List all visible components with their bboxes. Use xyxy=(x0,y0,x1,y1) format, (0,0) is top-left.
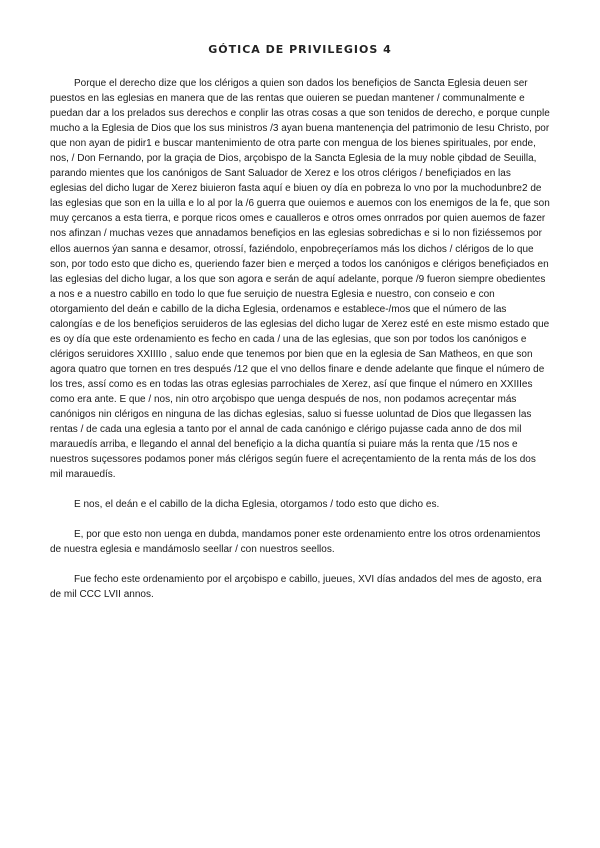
document-title: GÓTICA DE PRIVILEGIOS 4 xyxy=(208,43,392,56)
paragraph-date: Fue fecho este ordenamiento por el arçobispo e cabillo, jueues, XVI días andados del mes de agosto, era de mil CCC LVII annos. xyxy=(50,574,542,601)
paragraph-main: Porque el derecho dize que los clérigos a quien son dados los benefiçios de Sancta Eglesia deuen ser puestos en las eglesias en manera que de las rentas que ouieren se puedan mantener / communalmente e puedan dar a los prelados sus derechos e conplir las otras cosas a que son tenidos de derecho, e porque cunple mucho a la Eglesia de Dios que los sus ministros /3 ayan buena mantenençia del patrimonio de Iesu Christo, por que non ayan de pidir1 e buscar mantenimiento de otra parte con mengua de los bienes spirituales, por ende, nos, / Don Fernando, por la graçia de Dios, arçobispo de la Sancta Eglesia de la muy noble çibdad de Seuilla, parando mientes que los canónigos de Sant Saluador de Xerez e los otros clérigos / benefiçiados en las eglesias del dicho lugar de Xerez biuieron fasta aquí e biuen oy día en pobreza lo vno por la muchodunbre2 de las eglesias que son en la uilla e lo al por la /6 guerra que ouiemos e auemos con los enemigos de la fe, que son muy çercanos a esta tierra, e porque ricos omes e caualleros e otros omes onrrados por quien auemos de fazer nos afinzan / muchas vezes que annadamos benefiçios en las eglesias sobredichas e si lo non fiziéssemos por ellos auernos ýan sanna e desamor, otrossí, faziéndolo, enpobreçeríamos más los dichos / clérigos de lo que son, por todo esto que dicho es, queriendo fazer bien e merçed a todos los canónigos e clérigos benefiçiados en las eglesias del dicho lugar, a los que son agora e serán de aquí adelante, porque /9 fueron siempre obedientes a nos e a nuestro cabillo en todo lo que fue seruiçio de nuestra Eglesia e nuestro, con conseio e con otorgamiento del deán e cabillo de la dicha Eglesia, ordenamos e establece-/mos que el número de las calongías e de los benefiçios seruideros de las eglesias del dicho lugar de Xerez esté en este mismo estado que es oy día que este ordenamiento es fecho en cada / una de las eglesias, que son por todos los canónigos e clérigos seruidores XXIIIIo , saluo ende que tenemos por bien que en la eglesia de San Matheos, en que son agora quatro que tornen en tres después /12 que el vno dellos finare e dende adelante que finque el número de los tres, assí como es en todas las otras eglesias parrochiales de Xerez, así que finque el número en XXIIIes como era ante. E que / nos, nin otro arçobispo que uenga después de nos, non podamos acreçentar más canónigos nin clérigos en ninguna de las dichas eglesias, saluo si fuesse uoluntad de Dios que llegassen las rentas / de cada una eglesia a tanto por el annal de cada canónigo e clérigo pujasse cada anno de dos mil marauedís arriba, e llegando el annal del benefiçio a la dicha quantía si puiare más la renta que /15 nos e nuestros suçessores podamos poner más clérigos según fuere el acreçentamiento de la renta más de los dos mil marauedís. xyxy=(50,78,550,481)
paragraph-grant: E nos, el deán e el cabillo de la dicha Eglesia, otorgamos / todo esto que dicho es. xyxy=(74,499,440,511)
document-body xyxy=(50,76,550,603)
paragraph-seal: E, por que esto non uenga en dubda, mandamos poner este ordenamiento entre los otros ordenamientos de nuestra eglesia e mandámoslo seellar / con nuestros seellos. xyxy=(50,529,541,556)
